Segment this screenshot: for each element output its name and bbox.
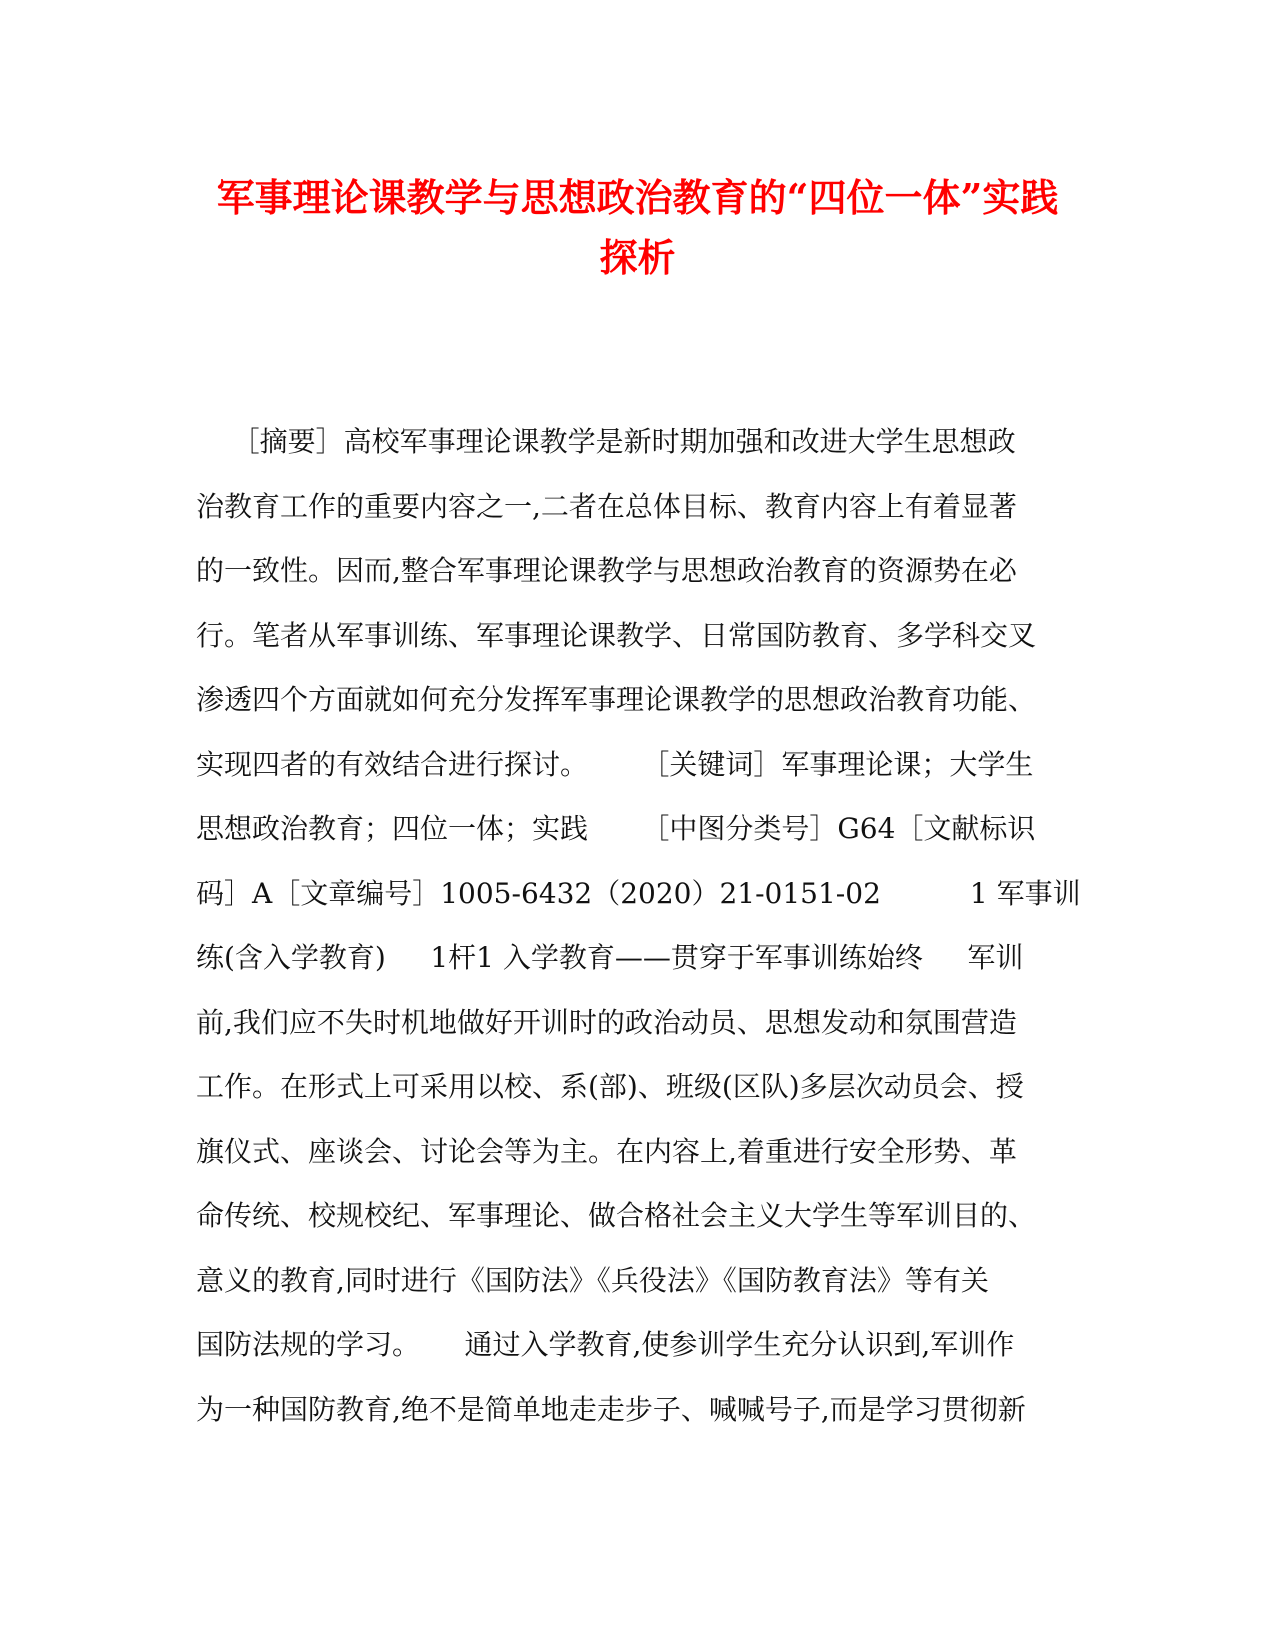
body-line-1: ［摘要］高校军事理论课教学是新时期加强和改进大学生思想政 bbox=[196, 425, 1016, 458]
body-line-9: 练(含入学教育) 1杆1 入学教育——贯穿于军事训练始终 军训 bbox=[196, 941, 1024, 974]
document-title-line-2: 探析 bbox=[599, 235, 676, 280]
body-line-4: 行。笔者从军事训练、军事理论课教学、日常国防教育、多学科交叉 bbox=[196, 618, 1037, 652]
body-line-6: 实现四者的有效结合进行探讨。 ［关键词］军事理论课；大学生 bbox=[196, 747, 1034, 781]
body-line-2: 治教育工作的重要内容之一,二者在总体目标、教育内容上有着显著 bbox=[196, 489, 1017, 523]
body-line-14: 意义的教育,同时进行《国防法》《兵役法》《国防教育法》等有关 bbox=[196, 1263, 989, 1297]
body-line-13: 命传统、校规校纪、军事理论、做合格社会主义大学生等军训目的、 bbox=[196, 1199, 1037, 1232]
body-line-7: 思想政治教育；四位一体；实践 ［中图分类号］G64［文献标识 bbox=[196, 812, 1036, 845]
body-line-10: 前,我们应不失时机地做好开训时的政治动员、思想发动和氛围营造 bbox=[196, 1005, 1017, 1039]
body-line-16: 为一种国防教育,绝不是简单地走走步子、喊喊号子,而是学习贯彻新 bbox=[196, 1392, 1026, 1426]
body-line-12: 旗仪式、座谈会、讨论会等为主。在内容上,着重进行安全形势、革 bbox=[196, 1134, 1017, 1168]
document-body bbox=[196, 410, 1081, 1442]
document-title bbox=[180, 168, 1095, 288]
body-line-3: 的一致性。因而,整合军事理论课教学与思想政治教育的资源势在必 bbox=[196, 554, 1017, 587]
body-line-5: 渗透四个方面就如何充分发挥军事理论课教学的思想政治教育功能、 bbox=[196, 683, 1037, 716]
body-line-11: 工作。在形式上可采用以校、系(部)、班级(区队)多层次动员会、授 bbox=[196, 1070, 1024, 1103]
document-title-line-1: 军事理论课教学与思想政治教育的“四位一体”实践 bbox=[216, 175, 1059, 220]
body-line-15: 国防法规的学习。 通过入学教育,使参训学生充分认识到,军训作 bbox=[196, 1328, 1015, 1361]
body-line-8: 码］A［文章编号］1005-6432（2020）21-0151-02 1 军事训 bbox=[196, 876, 1081, 910]
